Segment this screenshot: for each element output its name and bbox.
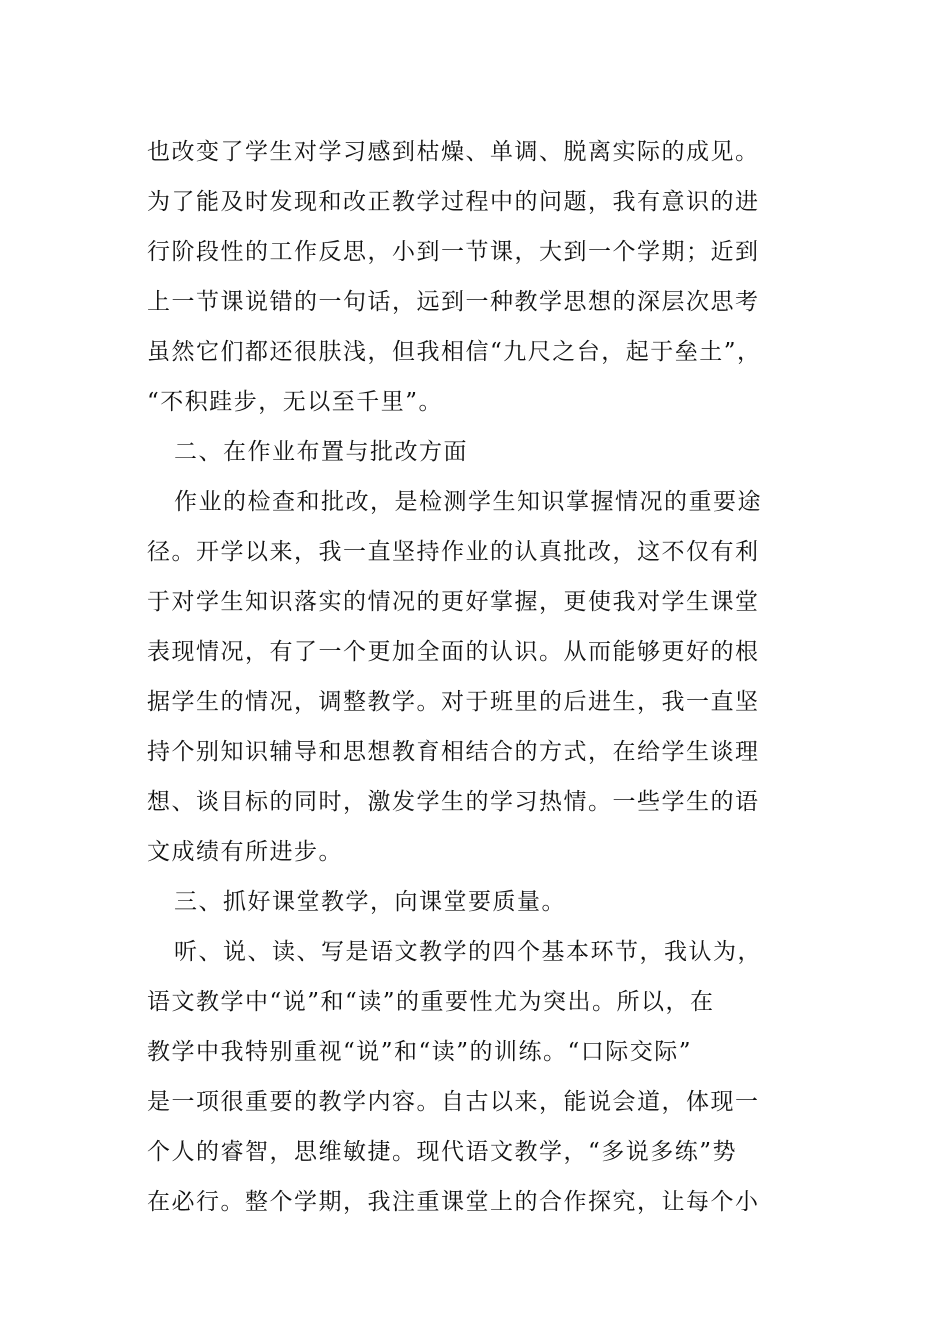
text-line: 行阶段性的工作反思，小到一节课，大到一个学期；近到 (147, 239, 760, 265)
text-line: 三、抓好课堂教学，向课堂要质量。 (174, 889, 566, 915)
document-body (147, 127, 807, 1227)
text-line: 在必行。整个学期，我注重课堂上的合作探究，让每个小 (147, 1189, 760, 1215)
text-line: 语文教学中“说”和“读”的重要性尤为突出。所以，在 (147, 989, 715, 1015)
text-line: 二、在作业布置与批改方面 (174, 439, 468, 465)
text-line: 想、谈目标的同时，激发学生的学习热情。一些学生的语 (147, 789, 760, 815)
text-line: 据学生的情况，调整教学。对于班里的后进生，我一直坚 (147, 689, 760, 715)
text-line: 教学中我特别重视“说”和“读”的训练。“口际交际” (147, 1039, 693, 1065)
text-line: 是一项很重要的教学内容。自古以来，能说会道，体现一 (147, 1089, 760, 1115)
text-line: 听、说、读、写是语文教学的四个基本环节，我认为， (174, 939, 762, 965)
text-line: 表现情况，有了一个更加全面的认识。从而能够更好的根 (147, 639, 760, 665)
text-line: 为了能及时发现和改正教学过程中的问题，我有意识的进 (147, 189, 760, 215)
text-line: 个人的睿智，思维敏捷。现代语文教学，“多说多练”势 (147, 1139, 738, 1165)
text-line: 也改变了学生对学习感到枯燥、单调、脱离实际的成见。 (147, 139, 760, 165)
text-line: 径。开学以来，我一直坚持作业的认真批改，这不仅有利 (147, 539, 760, 565)
text-line: 文成绩有所进步。 (147, 839, 343, 865)
text-line: 虽然它们都还很肤浅，但我相信“九尺之台，起于垒土”， (147, 339, 762, 365)
text-line: 持个别知识辅导和思想教育相结合的方式，在给学生谈理 (147, 739, 760, 765)
text-line: 于对学生知识落实的情况的更好掌握，更使我对学生课堂 (147, 589, 760, 615)
text-line: 上一节课说错的一句话，远到一种教学思想的深层次思考 (147, 289, 760, 315)
text-line: “不积跬步，无以至千里”。 (147, 389, 444, 415)
text-line: 作业的检查和批改，是检测学生知识掌握情况的重要途 (174, 489, 762, 515)
